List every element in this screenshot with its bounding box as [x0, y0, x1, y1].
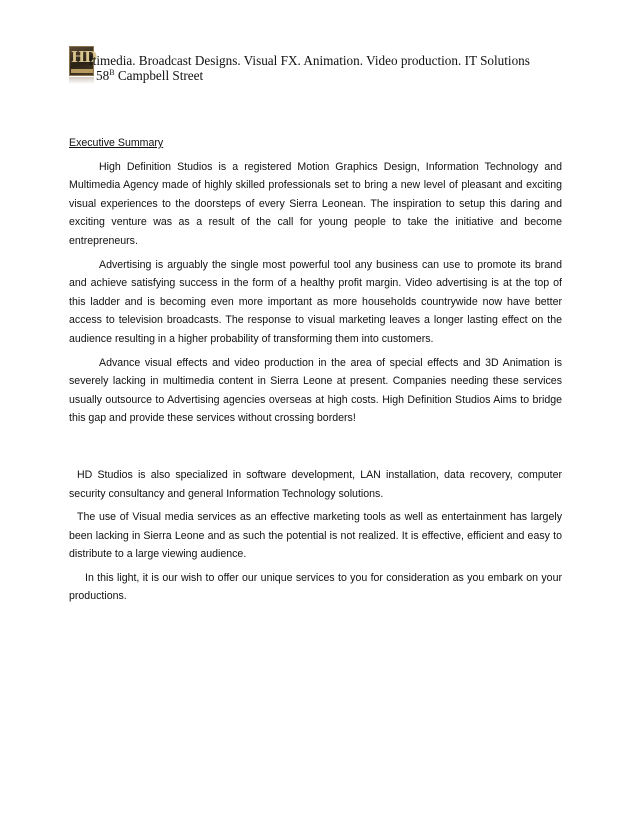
- document-body: [69, 134, 562, 611]
- address-superscript: B: [109, 68, 115, 77]
- address-line: [96, 68, 203, 83]
- paragraph-intro: High Definition Studios is a registered Motion Graphics Design, Information Technology and Multimedia Agency made of highly skilled professionals set to bring a new level of pleasant and exciting visual experiences to the doorsteps of every Sierra Leonean. The inspiration to setup this daring and exciting venture was as a result of the call for young people to take the initiative and become entrepreneurs.: [69, 160, 562, 247]
- spacer: [69, 433, 562, 466]
- address-number: 58: [96, 68, 110, 83]
- logo-underbar: [71, 69, 93, 73]
- paragraph-visual-media: The use of Visual media services as an effective marketing tools as well as entertainment has largely been lacking in Sierra Leone and as such the potential is not realized. It is effective, efficient and easy to distribute to a large viewing audience.: [69, 511, 562, 561]
- paragraph-closing: In this light, it is our wish to offer our unique services to you for consideration as you embark on your productions.: [69, 571, 562, 603]
- paragraph-it-services: HD Studios is also specialized in software development, LAN installation, data recovery, computer security consultancy and general Information Technology solutions.: [69, 468, 562, 500]
- logo-lettering: HD: [71, 48, 97, 66]
- paragraph-advertising: Advertising is arguably the single most powerful tool any business can use to promote its brand and achieve satisfying success in the form of a healthy profit margin. Video advertising is at the top of this ladder and is becoming even more important as more households countrywide now have better access to television broadcasts. The response to visual marketing leaves a longer lasting effect on the audience resulting in a higher probability of transforming them into customers.: [69, 258, 562, 345]
- services-tagline: ltimedia. Broadcast Designs. Visual FX. Animation. Video production. IT Solutions: [89, 53, 530, 68]
- letterhead: [69, 46, 589, 96]
- paragraph-visual-effects: Advance visual effects and video production in the area of special effects and 3D Animation is severely lacking in multimedia content in Sierra Leone at present. Companies needing these services usually outsource to Advertising agencies overseas at high costs. High Definition Studios Aims to bridge this gap and provide these services without crossing borders!: [69, 356, 562, 425]
- address-street: Campbell Street: [114, 68, 204, 83]
- logo-reflection: [69, 77, 94, 84]
- section-heading: Executive Summary: [69, 137, 164, 149]
